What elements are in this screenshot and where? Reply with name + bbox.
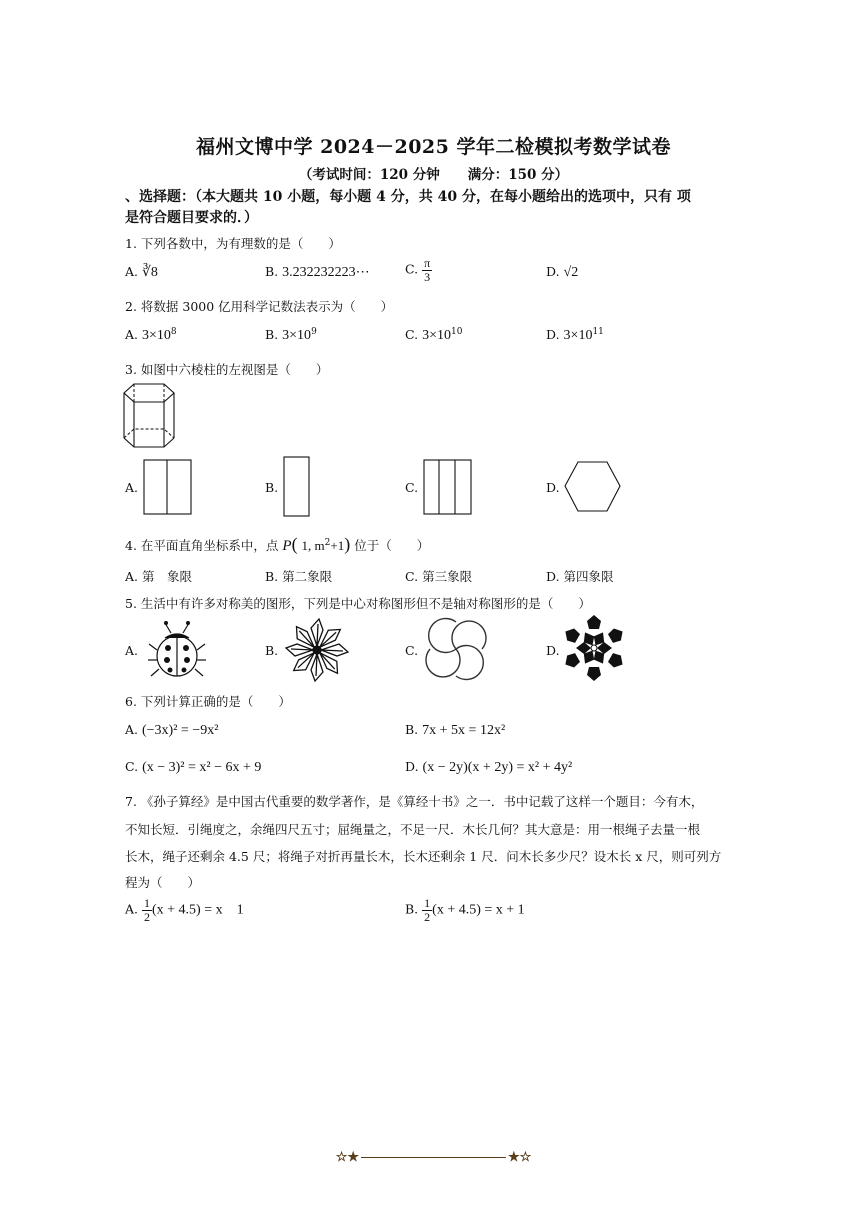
question-7-line3: 长木，绳子还剩余 4.5 尺；将绳子对折再量长木，长木还剩余 1 尺．问木长多少尺？设木长 x 尺，则可列方: [125, 849, 722, 864]
question-1-stem: 1. 下列各数中，为有理数的是（ ）: [125, 236, 341, 251]
exam-subtitle: [0, 163, 867, 183]
q7-option-b[interactable]: B. $\frac{1}{2}$ (x + 4.5) = x + 1: [405, 896, 525, 924]
question-7-line4: 程为（ ）: [125, 875, 201, 890]
ladybug-icon[interactable]: [146, 620, 208, 680]
pinwheel-flower-icon[interactable]: [282, 616, 352, 684]
hexagonal-prism-figure: [122, 382, 182, 450]
q1-option-a[interactable]: A. ∛8: [125, 264, 158, 280]
q6-option-b[interactable]: B. 7x + 5x = 12x²: [405, 722, 506, 738]
q2-option-a[interactable]: A. $3\times 10^8$: [125, 327, 177, 344]
q2-option-c[interactable]: C. $3\times 10^{10}$: [405, 327, 463, 344]
q2-option-d[interactable]: D. $3\times 10^{11}$: [546, 327, 604, 344]
q1-option-b[interactable]: B. 3.232232223⋯: [265, 264, 370, 280]
q4-option-a[interactable]: A. 第 象限: [125, 569, 193, 584]
q3-option-c-label[interactable]: C.: [405, 480, 419, 495]
q6-option-d[interactable]: D. (x − 2y)(x + 2y) = x² + 4y²: [405, 759, 573, 775]
four-circles-icon[interactable]: [420, 614, 492, 684]
q1-option-c[interactable]: C. $\frac{\pi}{3}$: [405, 256, 431, 284]
q3-option-a-figure[interactable]: [143, 459, 193, 515]
question-3-stem: 3. 如图中六棱柱的左视图是（ ）: [125, 362, 329, 377]
q5-option-c-label[interactable]: C.: [405, 643, 419, 658]
q3-option-a-label[interactable]: A.: [125, 480, 139, 495]
footer-stars-left: ☆★: [335, 1150, 359, 1165]
footer-line: [361, 1157, 506, 1158]
full-score: 满分：150 分）: [467, 167, 569, 183]
q4-option-b[interactable]: B. 第二象限: [265, 569, 333, 584]
page-footer-decoration: [0, 1150, 867, 1165]
q3-option-d-figure[interactable]: [564, 461, 622, 513]
q3-option-b-figure[interactable]: [283, 456, 311, 518]
q1-option-d[interactable]: D. √2: [546, 264, 579, 280]
q5-option-b-label[interactable]: B.: [265, 643, 279, 658]
question-7-line2: 不知长短．引绳度之，余绳四尺五寸；屈绳量之，不足一尺．木长几何？其大意是：用一根绳子去量一根: [125, 822, 701, 837]
snowflake-pattern-icon[interactable]: [562, 614, 628, 682]
section-heading-line2: 是符合题目要求的．）: [125, 210, 258, 226]
q3-option-c-figure[interactable]: [423, 459, 473, 515]
q4-option-c[interactable]: C. 第三象限: [405, 569, 473, 584]
q5-option-d-label[interactable]: D.: [546, 643, 560, 658]
q5-option-a-label[interactable]: A.: [125, 643, 139, 658]
question-7-line1: 7. 《孙子算经》是中国古代重要的数学著作，是《算经十书》之一．书中记载了这样一个题目：今有木，: [125, 794, 704, 809]
footer-stars-right: ★☆: [508, 1150, 532, 1165]
q2-option-b[interactable]: B. $3\times 10^9$: [265, 327, 317, 344]
q4-option-d[interactable]: D. 第四象限: [546, 569, 614, 584]
q6-option-a[interactable]: A. (−3x)² = −9x²: [125, 722, 219, 738]
question-4-stem: 4. 在平面直角坐标系中，点 P( 1, $m^2+1$) 位于（ ）: [125, 534, 430, 554]
q6-option-c[interactable]: C. (x − 3)² = x² − 6x + 9: [125, 759, 262, 775]
q3-option-b-label[interactable]: B.: [265, 480, 279, 495]
q7-option-a[interactable]: A. $\frac{1}{2}$ (x + 4.5) = x 1: [125, 896, 244, 924]
question-5-stem: 5. 生活中有许多对称美的图形，下列是中心对称图形但不是轴对称图形的是（ ）: [125, 596, 591, 611]
section-heading-line1: 、选择题：（本大题共 10 小题，每小题 4 分，共 40 分，在每小题给出的选项中，只有 项: [125, 189, 691, 205]
exam-time: （考试时间：120 分钟: [298, 167, 440, 183]
q3-option-d-label[interactable]: D.: [546, 480, 560, 495]
question-6-stem: 6. 下列计算正确的是（ ）: [125, 694, 291, 709]
question-2-stem: 2. 将数据 3000 亿用科学记数法表示为（ ）: [125, 299, 394, 314]
exam-title: 福州文博中学 2024－2025 学年二检模拟考数学试卷: [196, 136, 671, 158]
